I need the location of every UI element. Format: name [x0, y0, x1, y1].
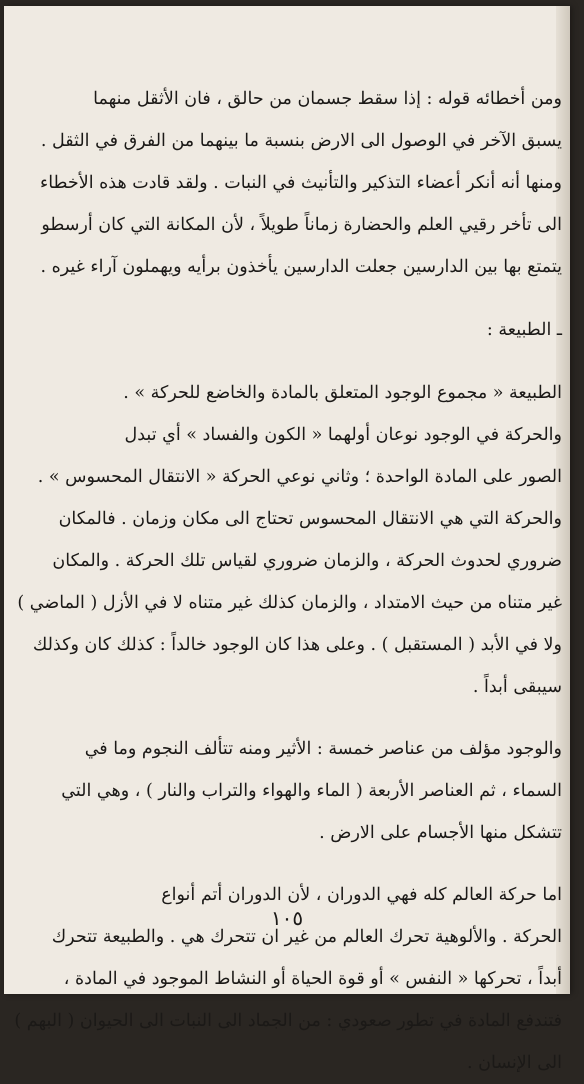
paragraph-gap	[62, 352, 562, 372]
text-line: غير متناه من حيث الامتداد ، والزمان كذلك غير متناه لا في الأزل ( الماضي )	[17, 593, 562, 613]
text-line: تتشكل منها الأجسام على الارض .	[319, 823, 562, 843]
text-line: اما حركة العالم كله فهي الدوران ، لأن الدوران أتم أنواع	[161, 885, 562, 905]
paragraph	[62, 372, 562, 414]
text-line: ضروري لحدوث الحركة ، والزمان ضروري لقياس تلك الحركة . والمكان	[52, 551, 562, 571]
text-line: سيبقى أبداً .	[472, 677, 562, 697]
text-line: أبداً ، تحركها « النفس » أو قوة الحياة أو النشاط الموجود في المادة ،	[63, 969, 562, 989]
text-line: الطبيعة « مجموع الوجود المتعلق بالمادة والخاضع للحركة » .	[123, 383, 562, 403]
text-line: يسبق الآخر في الوصول الى الارض بنسبة ما بينهما من الفرق في الثقل .	[40, 131, 562, 151]
paragraph-gap	[62, 854, 562, 874]
book-page	[4, 6, 570, 1073]
text-line: الحركة . والألوهية تحرك العالم من غير ان تتحرك هي . والطبيعة تتحرك	[51, 927, 562, 947]
text-line: والحركة التي هي الانتقال المحسوس تحتاج الى مكان وزمان . فالمكان	[58, 509, 562, 529]
paragraph-gap	[62, 708, 562, 728]
paragraph	[39, 78, 562, 288]
text-line: فتندفع المادة في تطور صعودي : من الجماد الى النبات الى الحيوان ( البهم )	[14, 1011, 562, 1031]
text-line: والحركة في الوجود نوعان أولهما « الكون والفساد » أي تبدل	[124, 425, 562, 445]
page-body-text	[14, 78, 562, 1084]
paragraph	[62, 728, 562, 854]
text-line: ومن أخطائه قوله : إذا سقط جسمان من حالق ، فان الأثقل منهما	[93, 89, 562, 109]
section-heading: ـ الطبيعة :	[486, 320, 562, 340]
text-line: والوجود مؤلف من عناصر خمسة : الأثير ومنه تتألف النجوم وما في	[84, 739, 562, 759]
text-line: ومنها أنه أنكر أعضاء التذكير والتأنيث في النبات . ولقد قادت هذه الأخطاء	[39, 173, 562, 193]
page-number: ١٠٥	[270, 906, 304, 930]
paragraph-gap	[62, 288, 562, 308]
text-line: السماء ، ثم العناصر الأربعة ( الماء والهواء والتراب والنار ) ، وهي التي	[61, 781, 562, 801]
text-line: الى تأخر رقيي العلم والحضارة زماناً طويلاً ، لأن المكانة التي كان أرسطو	[41, 215, 562, 235]
text-line: الى الإنسان .	[467, 1053, 562, 1073]
text-line: الصور على المادة الواحدة ؛ وثاني نوعي الحركة « الانتقال المحسوس » .	[37, 467, 562, 487]
text-line: ولا في الأبد ( المستقبل ) . وعلى هذا كان الوجود خالداً : كذلك كان وكذلك	[32, 635, 562, 655]
paragraph	[17, 414, 562, 708]
text-line: يتمتع بها بين الدارسين جعلت الدارسين يأخذون برأيه ويهملون آراء غيره .	[40, 257, 562, 277]
